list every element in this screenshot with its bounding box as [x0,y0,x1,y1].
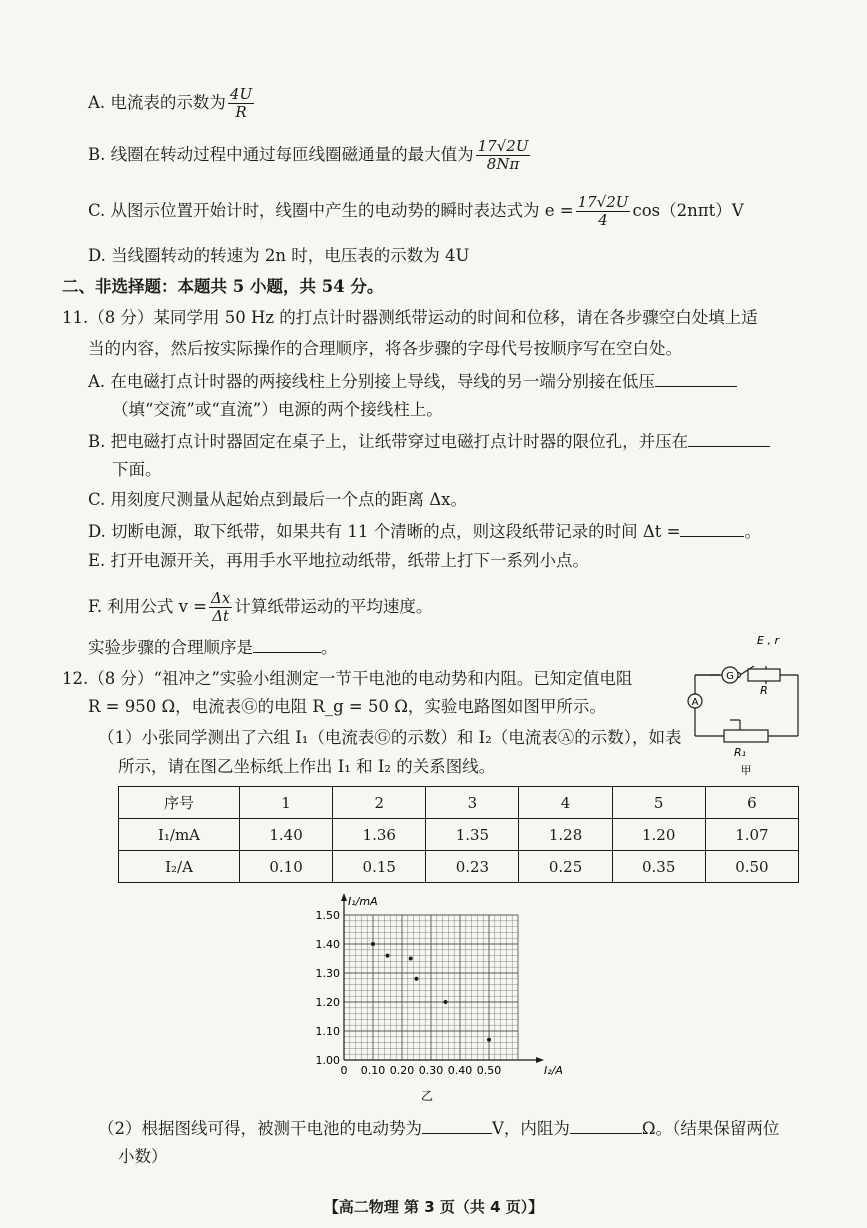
answer-blank[interactable] [422,1117,492,1134]
q12-part1-line-1: （1）小张同学测出了六组 I₁（电流表Ⓖ的示数）和 I₂（电流表Ⓐ的示数），如表 [98,728,682,747]
answer-blank[interactable] [655,370,737,387]
data-point [415,977,419,981]
q11-stem-line-1: 11.（8 分）某同学用 50 Hz 的打点计时器测纸带运动的时间和位移，请在各步骤空白处填上适 [62,308,758,327]
battery-label: E , r [757,634,779,647]
table-cell: 1 [240,787,333,819]
table-cell: 1.28 [519,819,612,851]
fraction: $\frac{4U}{R}$ [229,85,253,121]
data-table [118,786,799,883]
x-tick-label: 0.10 [360,1064,386,1077]
x-tick-label: 0.40 [447,1064,473,1077]
table-cell: 3 [426,787,519,819]
table-cell: 0.25 [519,851,612,883]
page-footer: 【高二物理 第 3 页（共 4 页）】 [323,1198,544,1216]
x-tick-label: 0.20 [389,1064,415,1077]
table-header: I₁/mA [119,819,240,851]
q12-part2-line-1: （2）根据图线可得，被测干电池的电动势为 V，内阻为 Ω。（结果保留两位 [98,1119,780,1138]
circuit-diagram [680,628,810,778]
table-cell: 1.40 [240,819,333,851]
q12-stem-line-2: R = 950 Ω，电流表Ⓖ的电阻 R_g = 50 Ω，实验电路图如图甲所示。 [88,697,606,716]
fraction: $\frac{\Delta x}{\Delta t}$ [211,589,231,625]
q11-step-f: F. 利用公式 v = $\frac{\Delta x}{\Delta t}$ 计算纸带运动的平均速度。 [88,589,433,625]
data-point [371,942,375,946]
option-text: C. 从图示位置开始计时，线圈中产生的电动势的瞬时表达式为 e = [88,201,574,220]
option-text: A. 电流表的示数为 [88,93,226,112]
galvanometer-label: G [726,671,734,682]
table-cell: 0.15 [333,851,426,883]
q11-step-c: C. 用刻度尺测量从起始点到最后一个点的距离 Δx。 [88,490,467,509]
q10-option-a [88,86,256,121]
q12-part2-line-2: 小数） [118,1147,168,1166]
q11-step-e: E. 打开电源开关，再用手水平地拉动纸带，纸带上打下一系列小点。 [88,551,590,570]
q11-order: 实验步骤的合理顺序是 。 [88,638,338,657]
table-cell: 0.10 [240,851,333,883]
fraction: $\frac{17√2U}{8N\pi}$ [477,137,529,173]
answer-blank[interactable] [688,430,770,447]
answer-blank[interactable] [570,1117,642,1134]
table-cell: 1.07 [705,819,798,851]
rheostat-label: R₁ [733,746,747,759]
y-tick-label: 1.40 [315,938,340,951]
chart-caption: 乙 [421,1089,434,1103]
answer-blank[interactable] [680,520,744,537]
table-row [119,787,799,819]
q10-option-b [88,138,532,173]
q11-step-b-cont: 下面。 [112,460,162,479]
x-tick-label: 0 [340,1064,348,1077]
table-cell: 0.23 [426,851,519,883]
section-2-title: 二、非选择题：本题共 5 小题，共 54 分。 [62,277,384,296]
fraction: $\frac{17√2U}{4}$ [577,193,629,229]
data-point [487,1038,491,1042]
y-tick-label: 1.00 [315,1054,340,1067]
table-cell: 6 [705,787,798,819]
q10-option-c: C. 从图示位置开始计时，线圈中产生的电动势的瞬时表达式为 e = $\frac{17√2U}{4}$ cos（2nπt）V [88,193,744,229]
data-point [409,957,413,961]
table-cell: 1.35 [426,819,519,851]
graph-paper-chart [300,890,563,1110]
x-tick-label: 0.50 [476,1064,502,1077]
q11-stem-line-2: 当的内容，然后按实际操作的合理顺序，将各步骤的字母代号按顺序写在空白处。 [88,339,682,358]
table-cell: 1.20 [612,819,705,851]
table-cell: 0.50 [705,851,798,883]
q11-step-a-cont: （填“交流”或“直流”）电源的两个接线柱上。 [112,400,443,419]
resistor-r-icon [748,669,780,681]
table-cell: 1.36 [333,819,426,851]
table-header: I₂/A [119,851,240,883]
q11-step-d: D. 切断电源，取下纸带，如果共有 11 个清晰的点，则这段纸带记录的时间 Δt = 。 [88,522,761,541]
table-row [119,819,799,851]
data-point [386,954,390,958]
table-cell: 0.35 [612,851,705,883]
table-cell: 5 [612,787,705,819]
option-text: B. 线圈在转动过程中通过每匝线圈磁通量的最大值为 [88,145,474,164]
data-point [444,1000,448,1004]
table-header: 序号 [119,787,240,819]
rheostat-icon [724,730,768,742]
y-tick-label: 1.30 [315,967,340,980]
y-axis-label: I₁/mA [348,895,378,908]
y-axis-arrow [341,893,347,901]
y-tick-label: 1.10 [315,1025,340,1038]
table-row [119,851,799,883]
answer-blank[interactable] [253,636,321,653]
circuit-caption: 甲 [740,764,752,777]
q11-step-a: A. 在电磁打点计时器的两接线柱上分别接上导线，导线的另一端分别接在低压 [88,370,737,393]
y-tick-label: 1.50 [315,909,340,922]
ammeter-label: A [691,697,699,708]
resistor-label: R [760,684,768,697]
y-tick-label: 1.20 [315,996,340,1009]
table-cell: 2 [333,787,426,819]
x-axis-label: I₂/A [544,1064,563,1077]
x-tick-label: 0.30 [418,1064,444,1077]
q12-part1-line-2: 所示，请在图乙坐标纸上作出 I₁ 和 I₂ 的关系图线。 [118,757,496,776]
table-cell: 4 [519,787,612,819]
x-axis-arrow [536,1057,544,1063]
q12-stem-line-1: 12.（8 分）“祖冲之”实验小组测定一节干电池的电动势和内阻。已知定值电阻 [62,669,633,688]
q11-step-b: B. 把电磁打点计时器固定在桌子上，让纸带穿过电磁打点计时器的限位孔，并压在 [88,430,770,453]
q10-option-d: D. 当线圈转动的转速为 2n 时，电压表的示数为 4U [88,246,470,265]
